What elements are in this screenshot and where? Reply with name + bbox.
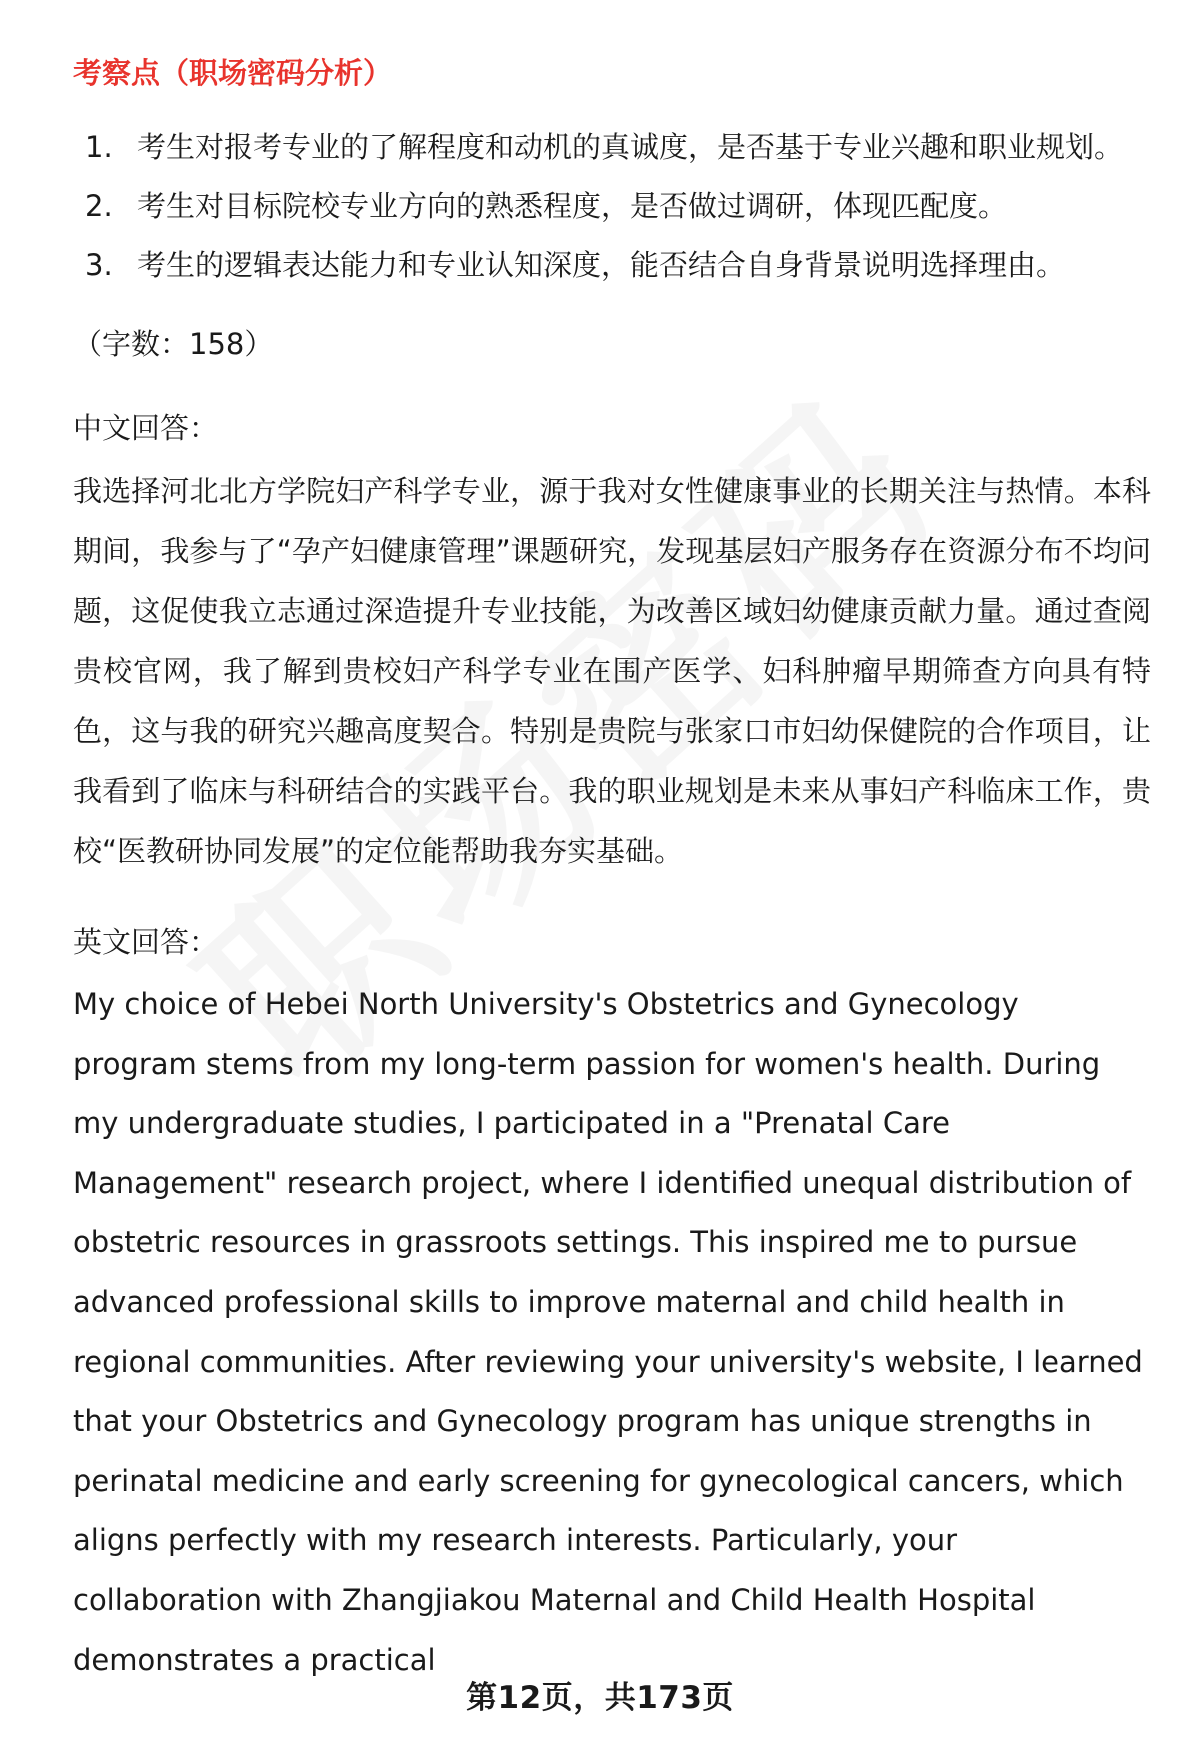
list-text: 考生对目标院校专业方向的熟悉程度，是否做过调研，体现匹配度。 xyxy=(137,189,1008,223)
english-answer-label: 英文回答： xyxy=(73,925,219,959)
list-item xyxy=(73,118,1151,177)
list-item xyxy=(73,177,1151,236)
chinese-answer-text: 我选择河北北方学院妇产科学专业，源于我对女性健康事业的长期关注与热情。本科期间，我参与了“孕产妇健康管理”课题研究，发现基层妇产服务存在资源分布不均问题，这促使我立志通过深造提升专业技能，为改善区域妇幼健康贡献力量。通过查阅贵校官网，我了解到贵校妇产科学专业在围产医学、妇科肿瘤早期筛查方向具有特色，这与我的研究兴趣高度契合。特别是贵院与张家口市妇幼保健院的合作项目，让我看到了临床与科研结合的实践平台。我的职业规划是未来从事妇产科临床工作，贵校“医教研协同发展”的定位能帮助我夯实基础。 xyxy=(73,474,1151,868)
english-answer-text: My choice of Hebei North University's Obstetrics and Gynecology program stems from my long-term passion for women's health. During my undergraduate studies, I participated in a "Prenatal Care Management" research project, where I identified unequal distribution of obstetric resources in grassroots settings. This inspired me to pursue advanced professional skills to improve maternal and child health in regional communities. After reviewing your university's website, I learned that your Obstetrics and Gynecology program has unique strengths in perinatal medicine and early screening for gynecological cancers, which aligns perfectly with my research interests. Particularly, your collaboration with Zhangjiakou Maternal and Child Health Hospital demonstrates a practical xyxy=(73,987,1143,1677)
section-title: 考察点（职场密码分析） xyxy=(73,56,393,90)
document-page xyxy=(73,52,1151,1690)
list-number: 3. xyxy=(85,248,113,282)
list-text: 考生对报考专业的了解程度和动机的真诚度，是否基于专业兴趣和职业规划。 xyxy=(137,130,1124,164)
list-number: 2. xyxy=(85,189,113,223)
assessment-points-list xyxy=(73,118,1151,295)
list-item xyxy=(73,236,1151,295)
word-count: （字数：158） xyxy=(73,327,274,361)
chinese-answer-label: 中文回答： xyxy=(73,411,219,445)
list-text: 考生的逻辑表达能力和专业认知深度，能否结合自身背景说明选择理由。 xyxy=(137,248,1066,282)
page-footer: 第12页，共173页 xyxy=(466,1680,734,1716)
list-number: 1. xyxy=(85,130,113,164)
